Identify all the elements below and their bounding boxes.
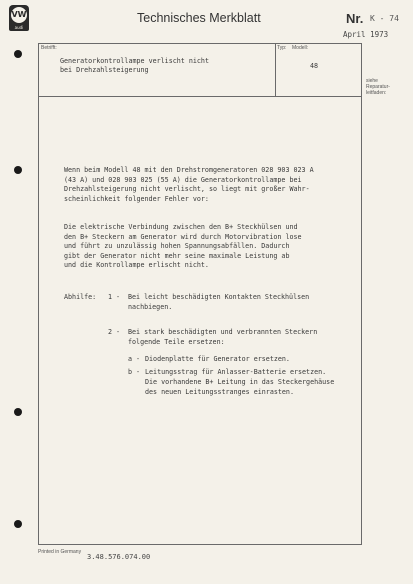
typ-label: Typ: [277,45,287,51]
vw-logo-letters: VW [11,7,27,23]
paragraph2-line: und führt zu unzulässig hohen Spannungsabfällen. Dadurch [64,242,290,250]
header-divider [38,96,362,97]
binder-hole [14,408,22,416]
paragraph1-line: Drehzahlsteigerung nicht verlischt, so liegt mit großer Wahr- [64,185,310,193]
abhilfe-sub-b-line: des neuen Leitungsstranges einrasten. [145,388,294,396]
abhilfe-item-2-line: folgende Teile ersetzen: [128,338,225,346]
abhilfe-item-1-marker: 1 - [108,293,121,301]
abhilfe-sub-b-marker: b - [128,368,141,376]
modell-label: Modell: [292,45,309,51]
paragraph2-line: Die elektrische Verbindung zwischen den B+ Steckhülsen und [64,223,298,231]
paragraph2-line: den B+ Steckern am Generator wird durch Motorvibration lose [64,232,302,241]
abhilfe-sub-b-line: Leitungsstrag für Anlasser-Batterie ersetzen. [145,368,327,376]
paragraph2-line: und die Kontrollampe erlischt nicht. [64,261,209,269]
side-note-line: leitfaden: [366,90,387,96]
paragraph1-line: (43 A) und 028 903 025 (55 A) die Generatorkontrollampe bei [64,175,302,184]
abhilfe-item-2-marker: 2 - [108,328,121,336]
betrifft-label: Betrifft: [41,45,57,51]
binder-hole [14,520,22,528]
subject-line-2: bei Drehzahlsteigerung [60,66,149,74]
binder-hole [14,166,22,174]
side-note-line: Reparatur- [366,84,390,90]
binder-hole [14,50,22,58]
print-number: 3.48.576.074.00 [87,553,151,561]
subject-line-1: Generatorkontrollampe verlischt nicht [60,57,209,65]
document-date: April 1973 [343,30,389,39]
side-note-line: siehe [366,78,378,84]
abhilfe-item-2-line: Bei stark beschädigten und verbrannten Steckern [128,328,318,336]
abhilfe-item-1-line: Bei leicht beschädigten Kontakten Steckhülsen [128,293,310,301]
abhilfe-sub-a-marker: a - [128,355,141,363]
paragraph1-line: Wenn beim Modell 48 mit den Drehstromgeneratoren 028 903 023 A [64,166,314,174]
abhilfe-item-1-line: nachbiegen. [128,303,173,311]
number-label: Nr. [346,11,364,26]
abhilfe-sub-b-line: Die vorhandene B+ Leitung in das Steckergehäuse [145,378,335,386]
abhilfe-label: Abhilfe: [64,293,97,301]
document-number: K - 74 [370,14,399,23]
document-title: Technisches Merkblatt [137,11,261,25]
paragraph1-line: scheinlichkeit folgender Fehler vor: [64,194,209,203]
audi-logo-text: audi [14,25,24,30]
printed-label: Printed in Germany [38,549,82,555]
paragraph2-line: gibt der Generator nicht mehr seine maximale Leistung ab [64,251,290,260]
header-column-divider [275,43,276,96]
side-note [366,78,410,96]
vw-audi-logo [9,5,29,31]
abhilfe-sub-a-line: Diodenplatte für Generator ersetzen. [145,355,290,363]
model-value: 48 [310,62,319,70]
